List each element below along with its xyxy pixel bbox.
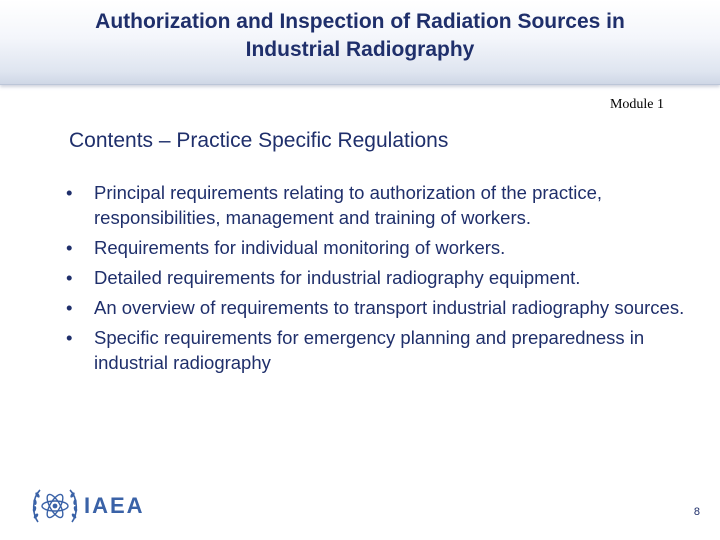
list-item [66,235,686,260]
page-number: 8 [693,506,700,518]
module-label: Module 1 [609,97,664,112]
bullet-icon: • [66,297,73,318]
bullet-icon: • [66,267,73,288]
list-item-text: Detailed requirements for industrial radiography equipment. [94,267,581,288]
bullet-icon: • [66,182,73,203]
slide-title: Authorization and Inspection of Radiation Sources in Industrial Radiography [95,10,625,61]
bullet-list [66,180,686,380]
list-item-text: An overview of requirements to transport industrial radiography sources. [94,297,685,318]
slide-header [0,0,720,85]
iaea-emblem-icon [28,482,82,530]
bullet-icon: • [66,327,73,348]
list-item [66,265,686,290]
list-item-text: Specific requirements for emergency planning and preparedness in industrial radiography [94,327,645,373]
list-item [66,180,686,230]
list-item [66,295,686,320]
list-item [66,325,686,375]
list-item-text: Requirements for individual monitoring of workers. [94,237,506,258]
list-item-text: Principal requirements relating to authorization of the practice, responsibilities, management and training of workers. [94,182,602,228]
section-title: Contents – Practice Specific Regulations [69,129,449,152]
iaea-logo-text: IAEA [84,493,145,518]
bullet-icon: • [66,237,73,258]
